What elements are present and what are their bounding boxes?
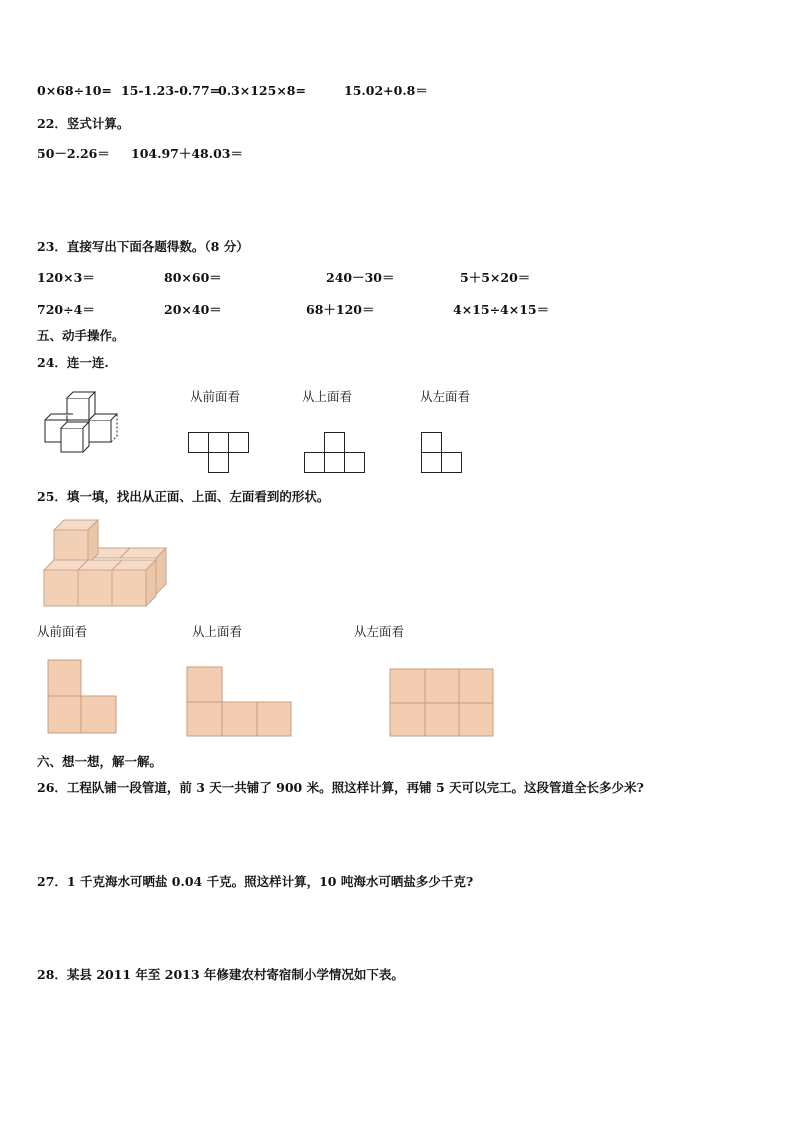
q22-title: 22．竖式计算。	[37, 116, 130, 131]
q22-expr-2: 104.97＋48.03＝	[131, 146, 243, 161]
q25-label-left: 从左面看	[354, 624, 405, 639]
q27-text: 27．1 千克海水可晒盐 0.04 千克。照这样计算，10 吨海水可晒盐多少千克?	[37, 874, 474, 889]
q24-title: 24．连一连.	[37, 355, 109, 370]
q23-r2-3: 68＋120＝	[306, 302, 375, 317]
q23-r2-4: 4×15÷4×15＝	[453, 302, 550, 317]
q23-r1-3: 240－30＝	[326, 270, 395, 285]
section-6-heading: 六、想一想，解一解。	[37, 754, 163, 769]
q24-view-c	[421, 432, 467, 474]
q23-r1-4: 5＋5×20＝	[460, 270, 531, 285]
q25-front-view	[47, 659, 119, 735]
expr-1: 0×68÷10=	[37, 83, 112, 98]
q24-label-front: 从前面看	[190, 389, 241, 404]
q25-label-top: 从上面看	[192, 624, 243, 639]
q23-r1-2: 80×60＝	[164, 270, 222, 285]
q24-cube-stack-figure	[40, 388, 140, 458]
q24-label-left: 从左面看	[420, 389, 471, 404]
q24-view-a	[188, 432, 252, 474]
q25-top-view	[186, 666, 294, 738]
section-5-heading: 五、动手操作。	[37, 328, 125, 343]
q25-block-figure	[42, 518, 172, 610]
q23-r2-1: 720÷4＝	[37, 302, 95, 317]
q23-title: 23．直接写出下面各题得数。（8 分）	[37, 239, 249, 254]
q28-text: 28．某县 2011 年至 2013 年修建农村寄宿制小学情况如下表。	[37, 967, 404, 982]
q25-left-view	[389, 668, 497, 738]
q24-view-b	[304, 432, 368, 474]
q23-r1-1: 120×3＝	[37, 270, 95, 285]
q26-text: 26．工程队铺一段管道，前 3 天一共铺了 900 米。照这样计算，再铺 5 天可以完工。这段管道全长多少米?	[37, 780, 644, 795]
expr-3: 0.3×125×8=	[218, 83, 306, 98]
q24-label-top: 从上面看	[302, 389, 353, 404]
q22-expr-1: 50－2.26＝	[37, 146, 110, 161]
expr-4: 15.02+0.8＝	[344, 83, 428, 98]
q23-r2-2: 20×40＝	[164, 302, 222, 317]
expr-2: 15-1.23-0.77=	[121, 83, 221, 98]
q25-label-front: 从前面看	[37, 624, 88, 639]
q25-title: 25．填一填，找出从正面、上面、左面看到的形状。	[37, 489, 330, 504]
